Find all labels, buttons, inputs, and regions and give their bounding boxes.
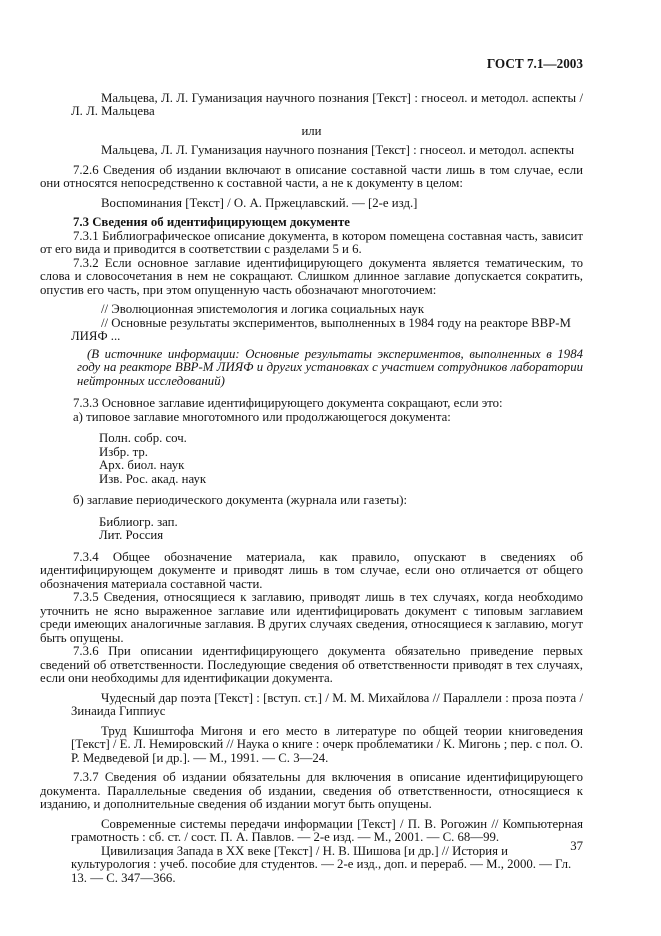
section-heading-7-3: 7.3 Сведения об идентифицирующем документе: [73, 215, 350, 229]
doc-code: ГОСТ 7.1—2003: [486, 56, 583, 71]
list-item-a: а) типовое заглавие многотомного или продолжающегося документа:: [73, 409, 451, 424]
paragraph-7-3-6: 7.3.6 При описании идентифицирующего документа обязательно приведение первых сведений об ответственности. Последующие сведения об ответственности приводят в тех случаях, если они необходимы для идентификации документа.: [40, 644, 583, 685]
source-note-italic: (В источнике информации: Основные результаты экспериментов, выполненных в 1984 году на реакторе ВВР-М ЛИЯФ и других установках с участием сотрудников лаборатории нейтронных исследований): [77, 346, 583, 388]
connector-or: или: [301, 123, 322, 138]
example-citation-civilizaciya: Цивилизация Запада в XX веке [Текст] / Н. В. Шишова [и др.] // История и культурология : учеб. пособие для студентов. — 2-е изд., доп. и перераб. — М., 2000. — Гл. 13. — С. 347—366.: [71, 843, 572, 885]
example-citation-vospominaniya: Воспоминания [Текст] / О. А. Пржецлавский. — [2-е изд.]: [101, 195, 418, 210]
example-list-a-entry: Избр. тр.: [99, 444, 148, 459]
example-list-a-entry: Полн. собр. соч.: [99, 431, 187, 445]
paragraph-7-3-3: 7.3.3 Основное заглавие идентифицирующего документа сокращают, если это:: [73, 396, 503, 410]
example-list-a-entry: Изв. Рос. акад. наук: [99, 471, 207, 486]
example-list-a-entry: Арх. биол. наук: [99, 458, 185, 472]
example-list-b-entry: Лит. Россия: [99, 528, 164, 542]
paragraph-7-3-2: 7.3.2 Если основное заглавие идентифицирующего документа является тематическим, то слова и словосочетания в нем не сокращают. Слишком длинное заглавие допускается сократить, опустив его часть, при этом опущенную часть обозначают многоточием:: [40, 255, 583, 297]
example-citation-trud: Труд Кшиштофа Мигоня и его место в литературе по общей теории книговедения [Текст] / Е. Л. Немировский // Наука о книге : очерк проблематики / К. Мигонь ; пер. с пол. О. Р. Медведевой [и др.]. — М., 1991. — С. 3—24.: [71, 723, 583, 765]
paragraph-7-3-7: 7.3.7 Сведения об издании обязательны для включения в описание идентифицирующего документа. Параллельные сведения об издании, сведения об ответственности, относящиеся к изданию, и дополнительные сведения об издании могут быть опущены.: [40, 770, 583, 811]
example-list-b: [99, 516, 583, 543]
example-citation-chudesny: Чудесный дар поэта [Текст] : [вступ. ст.] / М. М. Михайлова // Параллели : проза поэта / Зинаида Гиппиус: [71, 690, 583, 718]
paragraph-7-3-1: 7.3.1 Библиографическое описание документа, в котором помещена составная часть, зависит от его вида и приводится в соответствии с разделами 5 и 6.: [40, 228, 583, 256]
page-number: 37: [570, 839, 583, 853]
list-item-b: б) заглавие периодического документа (журнала или газеты):: [73, 493, 408, 507]
paragraph-7-2-6: 7.2.6 Сведения об издании включают в описание составной части лишь в том случае, если они относятся непосредственно к составной части, а не к документу в целом:: [40, 162, 583, 190]
example-citation-maltseva-full: Мальцева, Л. Л. Гуманизация научного познания [Текст] : гносеол. и методол. аспекты / Л. Л. Мальцева: [71, 90, 583, 118]
example-title-osnovnye: // Основные результаты экспериментов, выполненных в 1984 году на реакторе ВВР-М ЛИЯФ ...: [71, 315, 571, 343]
paragraph-7-3-5: 7.3.5 Сведения, относящиеся к заглавию, приводят лишь в тех случаях, когда необходимо уточнить не ясно выраженное заглавие или идентифицировать документ с типовым заглавием среди имеющих аналогичные заглавия. В других случаях сведения, относящиеся к заглавию, могут быть опущены.: [40, 590, 583, 645]
example-citation-sovremennye: Современные системы передачи информации [Текст] / П. В. Рогожин // Компьютерная грамотность : сб. ст. / сост. П. А. Павлов. — 2-е изд. — М., 2001. — С. 68—99.: [71, 816, 583, 844]
example-citation-maltseva-short: Мальцева, Л. Л. Гуманизация научного познания [Текст] : гносеол. и методол. аспекты: [101, 143, 575, 157]
example-title-evolyucionnaya: // Эволюционная эпистемология и логика социальных наук: [101, 302, 425, 316]
paragraph-7-3-4: 7.3.4 Общее обозначение материала, как правило, опускают в сведениях об идентифицирующем документе и приводят лишь в том случае, если оно отличается от общего обозначения материала составной части.: [40, 549, 583, 591]
example-list-a: [99, 432, 583, 486]
example-list-b-entry: Библиогр. зап.: [99, 514, 178, 529]
